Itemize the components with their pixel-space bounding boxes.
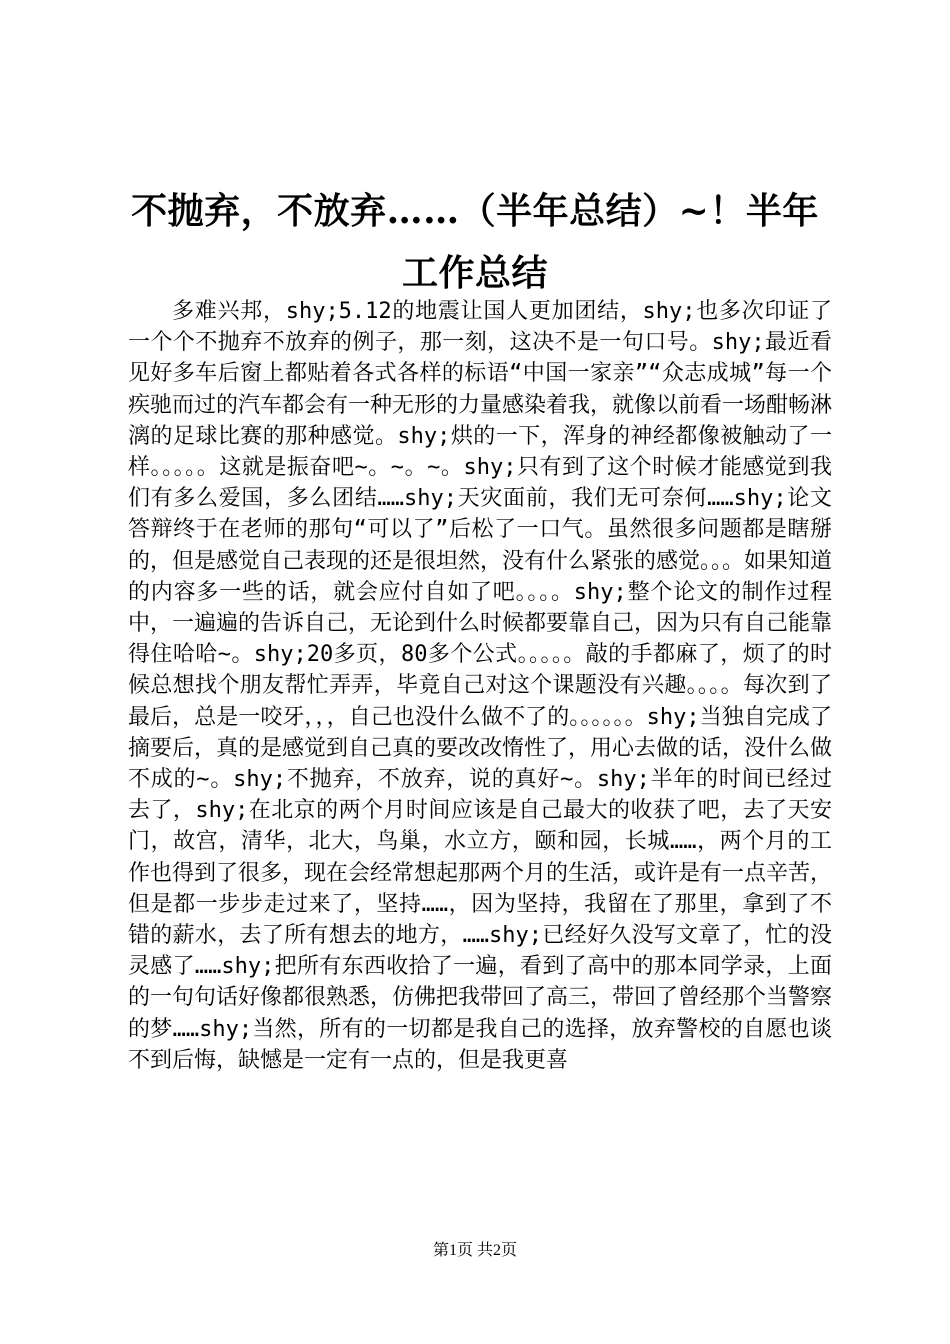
document-title: 不抛弃，不放弃……（半年总结）~！半年工作总结 (131, 190, 819, 294)
document-body: 多难兴邦，shy;5.12的地震让国人更加团结，shy;也多次印证了一个个不抛弃不放弃的例子，那一刻，这决不是一句口号。shy;最近看见好多车后窗上都贴着各式各样的标语“中国一家亲”“众志成城”每一个疾驰而过的汽车都会有一种无形的力量感染着我，就像以前看一场酣畅淋漓的足球比赛的那种感觉。shy;烘的一下，浑身的神经都像被触动了一样。。。。。这就是振奋吧~。~。~。shy;只有到了这个时候才能感觉到我们有多么爱国，多么团结……shy;天灾面前，我们无可奈何……shy;论文答辩终于在老师的那句“可以了”后松了一口气。虽然很多问题都是瞎掰的，但是感觉自己表现的还是很坦然，没有什么紧张的感觉。。。如果知道的内容多一些的话，就会应付自如了吧。。。。shy;整个论文的制作过程中，一遍遍的告诉自己，无论到什么时候都要靠自己，因为只有自己能靠得住哈哈~。shy;20多页，80多个公式。。。。。敲的手都麻了，烦了的时候总想找个朋友帮忙弄弄，毕竟自己对这个课题没有兴趣。。。。每次到了最后，总是一咬牙，，，自己也没什么做不了的。。。。。。shy;当独自完成了摘要后，真的是感觉到自己真的要改改惰性了，用心去做的话，没什么做不成的~。shy;不抛弃，不放弃，说的真好~。shy;半年的时间已经过去了，shy;在北京的两个月时间应该是自己最大的收获了吧，去了天安门，故宫，清华，北大，鸟巢，水立方，颐和园，长城……，两个月的工作也得到了很多，现在会经常想起那两个月的生活，或许是有一点辛苦，但是都一步步走过来了，坚持……，因为坚持，我留在了那里，拿到了不错的薪水，去了所有想去的地方，……shy;已经好久没写文章了，忙的没灵感了……shy;把所有东西收拾了一遍，看到了高中的那本同学录，上面的一句句话好像都很熟悉，仿佛把我带回了高三，带回了曾经那个当警察的梦……shy;当然，所有的一切都是我自己的选择，放弃警校的自愿也谈不到后悔，缺憾是一定有一点的，但是我更喜 (128, 299, 832, 1073)
page-number-footer: 第1页 共2页 (432, 1242, 517, 1259)
